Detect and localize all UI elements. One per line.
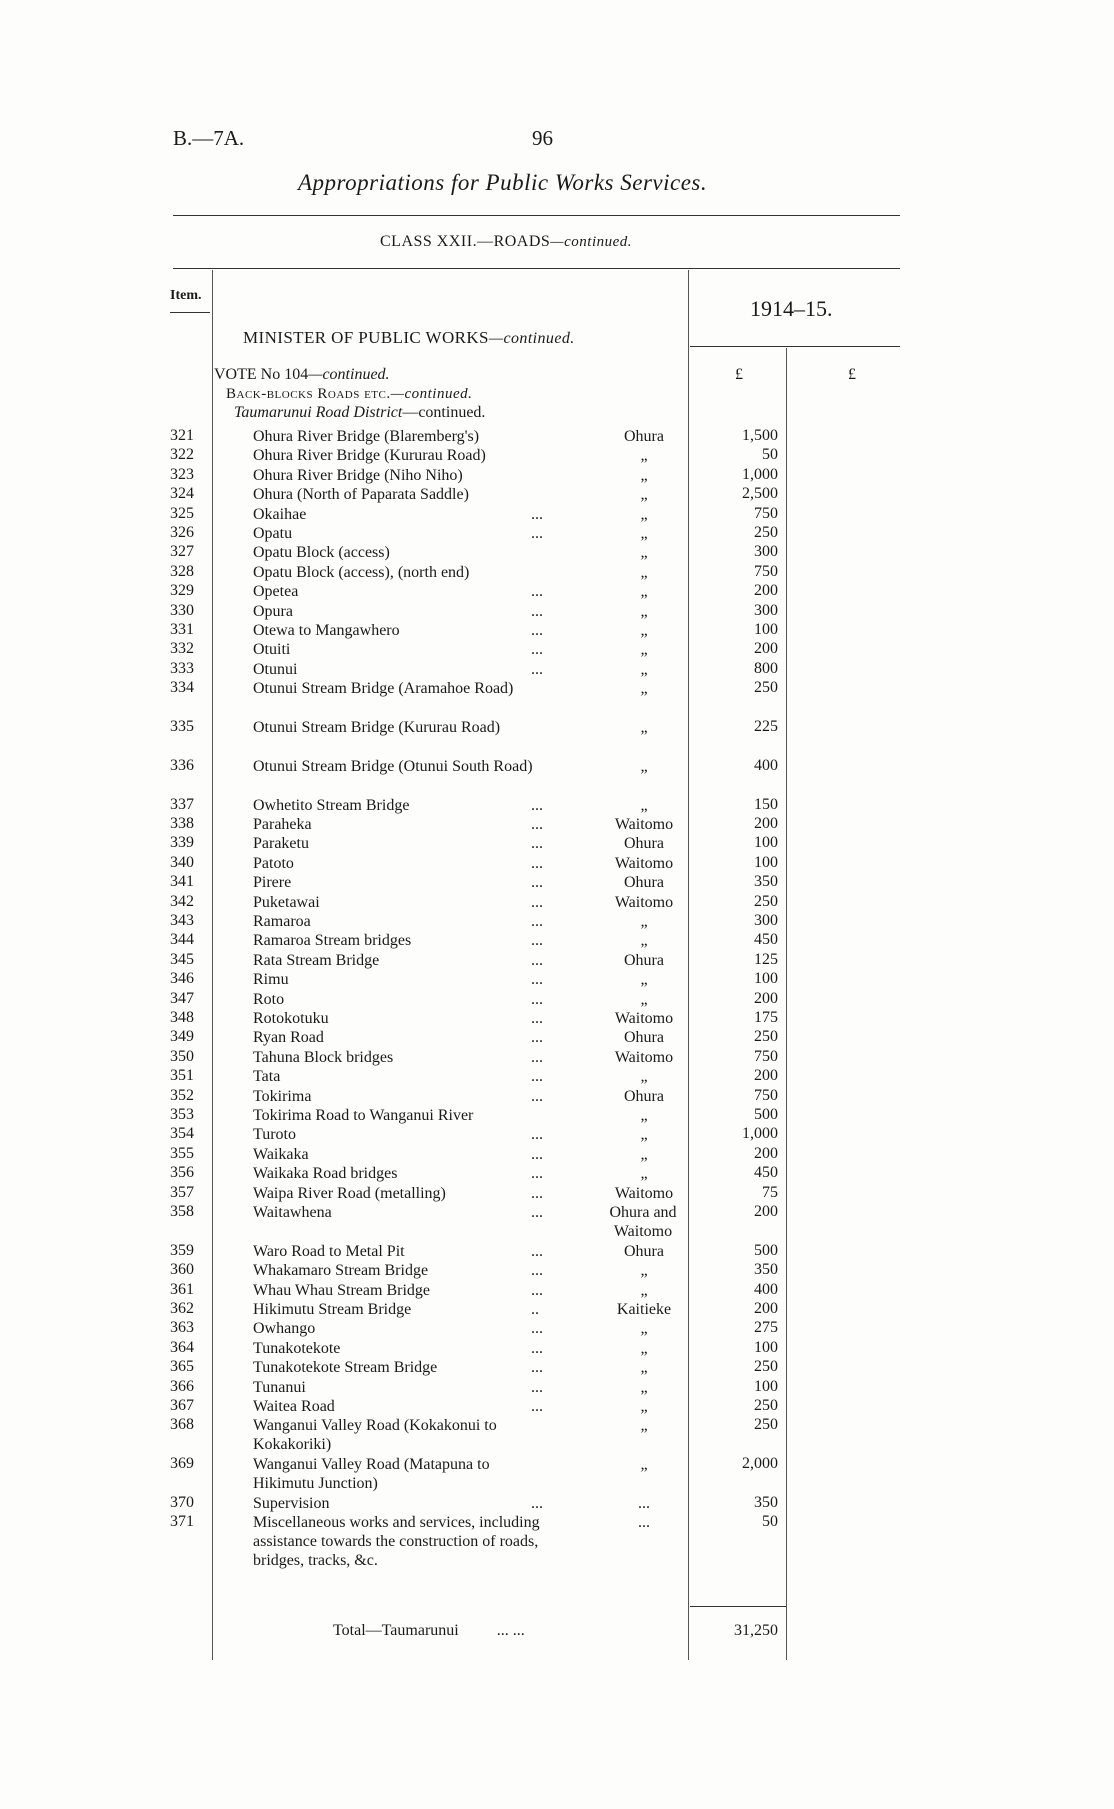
row-leader-dots: ... <box>531 1029 543 1047</box>
row-district: „ <box>640 466 648 484</box>
row-district: „ <box>640 641 648 659</box>
row-item-number: 331 <box>170 621 194 638</box>
item-header-rule <box>170 312 210 313</box>
row-district: „ <box>640 932 648 950</box>
row-amount: 500 <box>754 1241 778 1259</box>
row-leader-dots: ... <box>531 1320 543 1338</box>
row-item-number: 368 <box>170 1416 194 1434</box>
row-amount: 250 <box>754 1397 778 1414</box>
row-name: Waro Road to Metal Pit ... <box>253 1242 543 1260</box>
row-amount: 50 <box>762 1513 778 1531</box>
row-amount: 250 <box>754 1028 778 1046</box>
row-district: Ohura <box>624 1087 664 1105</box>
row-name: Owhango ... <box>253 1320 543 1338</box>
row-name: Tunanui ... <box>253 1378 543 1396</box>
row-district: „ <box>640 971 648 989</box>
row-amount: 125 <box>754 950 778 968</box>
row-item-number: 332 <box>170 640 194 658</box>
row-name: Otunui Stream Bridge (Kururau Road) <box>253 719 501 736</box>
row-name: Ohura River Bridge (Kururau Road) <box>253 447 486 465</box>
row-amount: 450 <box>754 931 778 949</box>
row-district: „ <box>640 1417 648 1435</box>
row-name: Otuiti ... <box>253 641 543 659</box>
row-name: Otunui Stream Bridge (Aramahoe Road) <box>253 680 514 698</box>
row-district: „ <box>640 622 648 639</box>
item-column-divider <box>212 270 213 1660</box>
row-item-number: 371 <box>170 1513 194 1531</box>
row-leader-dots: ... <box>531 951 543 969</box>
row-item-number: 323 <box>170 465 194 483</box>
row-item-number: 355 <box>170 1144 194 1162</box>
row-leader-dots: ... <box>531 525 543 542</box>
row-name: Tokirima Road to Wanganui River <box>253 1107 474 1124</box>
row-name: Ohura (North of Paparata Saddle) <box>253 486 469 504</box>
row-item-number: 367 <box>170 1397 194 1414</box>
row-item-number: 361 <box>170 1280 194 1298</box>
row-name: Ohura River Bridge (Niho Niho) <box>253 466 463 484</box>
row-amount: 300 <box>754 543 778 561</box>
row-leader-dots: ... <box>531 913 543 930</box>
row-leader-dots: ... <box>531 641 543 659</box>
row-name: Paraketu ... <box>253 835 543 853</box>
row-district: „ <box>640 1339 648 1357</box>
row-leader-dots: ... <box>531 1495 543 1512</box>
row-name: Tokirima ... <box>253 1087 543 1105</box>
backblocks-heading-main: Back-blocks Roads etc. <box>226 386 391 402</box>
amount-column-divider <box>786 348 787 1660</box>
row-item-number: 340 <box>170 853 194 871</box>
row-amount: 2,500 <box>742 485 778 503</box>
row-name: Rotokotuku ... <box>253 1010 543 1027</box>
row-name: Tunakotekote Stream Bridge ... <box>253 1359 543 1377</box>
row-amount: 350 <box>754 1494 778 1511</box>
row-amount: 200 <box>754 640 778 658</box>
row-amount: 100 <box>754 853 778 871</box>
row-item-number: 365 <box>170 1358 194 1376</box>
row-item-number: 362 <box>170 1300 194 1317</box>
row-item-number: 354 <box>170 1125 194 1143</box>
row-item-number: 338 <box>170 815 194 832</box>
row-name: Waipa River Road (metalling) ... <box>253 1184 543 1202</box>
row-amount: 750 <box>754 1086 778 1104</box>
minister-heading-main: MINISTER OF PUBLIC WORKS <box>243 328 489 347</box>
row-leader-dots: ... <box>531 874 543 892</box>
row-amount: 750 <box>754 1047 778 1065</box>
row-amount: 200 <box>754 582 778 600</box>
row-name: Otunui Stream Bridge (Otunui South Road) <box>253 757 533 775</box>
row-amount: 400 <box>754 756 778 774</box>
row-amount: 750 <box>754 504 778 522</box>
row-item-number: 341 <box>170 873 194 891</box>
row-item-number: 330 <box>170 601 194 619</box>
row-item-number: 369 <box>170 1455 194 1473</box>
row-item-number: 342 <box>170 892 194 910</box>
row-leader-dots: ... <box>531 505 543 523</box>
row-item-number: 348 <box>170 1009 194 1026</box>
row-item-number: 345 <box>170 950 194 968</box>
class-heading-main: CLASS XXII.—ROADS <box>380 233 551 250</box>
row-name: Roto ... <box>253 990 543 1008</box>
row-leader-dots: ... <box>531 583 543 601</box>
row-amount: 100 <box>754 1377 778 1395</box>
row-amount: 100 <box>754 621 778 638</box>
row-leader-dots: ... <box>531 1262 543 1280</box>
row-leader-dots: ... <box>531 796 543 814</box>
row-name: Opatu Block (access) <box>253 544 390 562</box>
row-name: Wanganui Valley Road (Matapuna to Hikimutu Junction) <box>253 1456 490 1493</box>
row-district: „ <box>640 1145 648 1163</box>
class-heading <box>380 233 632 251</box>
row-leader-dots: ... <box>531 835 543 853</box>
row-district: „ <box>640 1320 648 1338</box>
row-amount: 300 <box>754 912 778 929</box>
row-name: Waikaka Road bridges ... <box>253 1165 543 1183</box>
row-name: Opetea ... <box>253 583 543 601</box>
row-item-number: 349 <box>170 1028 194 1046</box>
row-leader-dots: ... <box>531 1242 543 1260</box>
row-district: „ <box>640 1165 648 1183</box>
row-amount: 200 <box>754 1300 778 1317</box>
row-name: Ramaroa ... <box>253 913 543 930</box>
row-item-number: 359 <box>170 1241 194 1259</box>
row-district: „ <box>640 913 648 930</box>
row-leader-dots: ... <box>531 893 543 911</box>
row-leader-dots: ... <box>531 1378 543 1396</box>
row-district: „ <box>640 1378 648 1396</box>
row-item-number: 364 <box>170 1338 194 1356</box>
row-item-number: 337 <box>170 795 194 813</box>
row-amount: 350 <box>754 873 778 891</box>
row-leader-dots: ... <box>531 1359 543 1377</box>
row-item-number: 324 <box>170 485 194 503</box>
row-name: Ramaroa Stream bridges ... <box>253 932 543 950</box>
row-name: Otewa to Mangawhero ... <box>253 622 543 639</box>
row-item-number: 351 <box>170 1067 194 1085</box>
row-amount: 200 <box>754 1067 778 1085</box>
row-amount: 250 <box>754 892 778 910</box>
row-district: „ <box>640 1281 648 1299</box>
row-item-number: 343 <box>170 912 194 929</box>
row-item-number: 335 <box>170 718 194 735</box>
row-district: „ <box>640 1359 648 1377</box>
row-amount: 200 <box>754 815 778 832</box>
row-name: Whau Whau Stream Bridge ... <box>253 1281 543 1299</box>
row-district: Ohura <box>624 951 664 969</box>
row-amount: 225 <box>754 718 778 735</box>
row-amount: 1,000 <box>742 465 778 483</box>
row-item-number: 325 <box>170 504 194 522</box>
total-label <box>333 1622 525 1640</box>
total-rule <box>690 1606 786 1607</box>
row-amount: 350 <box>754 1261 778 1279</box>
pound-symbol-b: £ <box>848 366 856 383</box>
page-title: Appropriations for Public Works Services. <box>298 170 708 195</box>
row-item-number: 321 <box>170 427 194 444</box>
row-item-number: 326 <box>170 524 194 541</box>
row-leader-dots: ... <box>531 990 543 1008</box>
row-district: „ <box>640 796 648 814</box>
row-district: Waitomo <box>614 893 674 911</box>
class-heading-cont: —continued. <box>550 234 633 250</box>
row-item-number: 360 <box>170 1261 194 1279</box>
row-district: „ <box>640 505 648 523</box>
row-district: „ <box>640 1456 648 1474</box>
row-item-number: 344 <box>170 931 194 949</box>
row-amount: 100 <box>754 1338 778 1356</box>
row-district: „ <box>640 1262 648 1280</box>
row-district: „ <box>640 990 648 1008</box>
row-district: „ <box>640 563 648 581</box>
row-amount: 250 <box>754 1416 778 1434</box>
row-leader-dots: ... <box>531 1087 543 1105</box>
row-amount: 250 <box>754 679 778 697</box>
row-item-number: 352 <box>170 1086 194 1104</box>
row-amount: 200 <box>754 1203 778 1220</box>
row-district: ... <box>638 1514 650 1532</box>
title-rule <box>173 215 900 216</box>
total-label-text: Total—Taumarunui <box>333 1622 459 1639</box>
row-leader-dots: ... <box>531 1145 543 1163</box>
row-district: „ <box>640 660 648 678</box>
row-item-number: 363 <box>170 1319 194 1337</box>
total-amount: 31,250 <box>734 1622 778 1639</box>
row-amount: 800 <box>754 659 778 677</box>
row-district: „ <box>640 486 648 504</box>
row-leader-dots: ... <box>531 1184 543 1202</box>
row-leader-dots: ... <box>531 660 543 678</box>
row-leader-dots: ... <box>531 816 543 833</box>
row-district: „ <box>640 602 648 620</box>
district-heading <box>234 404 485 422</box>
total-dots: ... ... <box>496 1622 525 1639</box>
row-leader-dots: ... <box>531 622 543 639</box>
district-heading-main: Taumarunui Road District <box>234 404 403 421</box>
row-amount: 1,000 <box>742 1125 778 1143</box>
row-district: Waitomo <box>614 1184 674 1202</box>
year-header-rule <box>690 346 900 347</box>
row-district: Ohura and Waitomo <box>609 1204 677 1240</box>
row-name: Opatu ... <box>253 525 543 542</box>
row-district: Waitomo <box>614 854 674 872</box>
row-district: „ <box>640 1126 648 1144</box>
row-name: Supervision ... <box>253 1495 543 1512</box>
vote-heading-cont: —continued. <box>308 366 390 383</box>
row-amount: 75 <box>762 1183 778 1201</box>
row-amount: 300 <box>754 601 778 619</box>
backblocks-heading-cont: —continued. <box>390 386 473 402</box>
row-name: Paraheka ... <box>253 816 543 833</box>
row-district: Waitomo <box>614 816 674 833</box>
row-item-number: 356 <box>170 1164 194 1182</box>
row-item-number: 329 <box>170 582 194 600</box>
table-top-rule <box>173 268 900 269</box>
row-name: Tahuna Block bridges ... <box>253 1048 543 1066</box>
row-amount: 400 <box>754 1280 778 1298</box>
row-district: Ohura <box>624 874 664 892</box>
row-name: Rimu ... <box>253 971 543 989</box>
item-column-header: Item. <box>170 288 202 303</box>
row-district: „ <box>640 757 648 775</box>
row-leader-dots: ... <box>531 1339 543 1357</box>
row-name: Owhetito Stream Bridge ... <box>253 796 543 814</box>
backblocks-heading <box>226 386 472 403</box>
row-item-number: 353 <box>170 1106 194 1123</box>
row-item-number: 358 <box>170 1203 194 1220</box>
row-name: Waitawhena ... <box>253 1204 543 1221</box>
row-name: Turoto ... <box>253 1126 543 1144</box>
row-amount: 50 <box>762 446 778 464</box>
row-item-number: 322 <box>170 446 194 464</box>
page-reference: B.—7A. <box>173 126 245 150</box>
row-item-number: 370 <box>170 1494 194 1511</box>
row-amount: 100 <box>754 970 778 988</box>
pound-symbol-a: £ <box>735 366 743 383</box>
page-number: 96 <box>532 126 553 150</box>
row-leader-dots: ... <box>531 1165 543 1183</box>
row-district: „ <box>640 583 648 601</box>
row-leader-dots: ... <box>531 1010 543 1027</box>
row-amount: 200 <box>754 1144 778 1162</box>
row-district: „ <box>640 447 648 465</box>
row-name: Ohura River Bridge (Blaremberg's) <box>253 428 480 445</box>
row-item-number: 339 <box>170 834 194 852</box>
row-name: Otunui ... <box>253 660 543 678</box>
row-district: „ <box>640 525 648 542</box>
row-amount: 150 <box>754 795 778 813</box>
row-name: Puketawai ... <box>253 893 543 911</box>
row-leader-dots: ... <box>531 1068 543 1086</box>
row-name: Opura ... <box>253 602 543 620</box>
row-name: Hikimutu Stream Bridge .. <box>253 1301 539 1318</box>
row-item-number: 334 <box>170 679 194 697</box>
row-amount: 200 <box>754 989 778 1007</box>
row-amount: 175 <box>754 1009 778 1026</box>
row-district: „ <box>640 544 648 562</box>
row-item-number: 357 <box>170 1183 194 1201</box>
row-item-number: 328 <box>170 562 194 580</box>
row-item-number: 327 <box>170 543 194 561</box>
row-district: „ <box>640 719 648 736</box>
row-amount: 500 <box>754 1106 778 1123</box>
row-name: Tunakotekote ... <box>253 1339 543 1357</box>
row-leader-dots: ... <box>531 971 543 989</box>
row-amount: 100 <box>754 834 778 852</box>
row-item-number: 346 <box>170 970 194 988</box>
row-leader-dots: ... <box>531 1048 543 1066</box>
row-name: Okaihae ... <box>253 505 543 523</box>
row-amount: 250 <box>754 524 778 541</box>
row-amount: 1,500 <box>742 427 778 444</box>
row-amount: 250 <box>754 1358 778 1376</box>
row-name: Whakamaro Stream Bridge ... <box>253 1262 543 1280</box>
row-amount: 275 <box>754 1319 778 1337</box>
row-leader-dots: ... <box>531 1204 543 1221</box>
row-leader-dots: ... <box>531 854 543 872</box>
row-district: „ <box>640 680 648 698</box>
row-leader-dots: ... <box>531 1398 543 1415</box>
row-amount: 2,000 <box>742 1455 778 1473</box>
row-leader-dots: ... <box>531 1126 543 1144</box>
row-leader-dots: ... <box>531 602 543 620</box>
row-item-number: 336 <box>170 756 194 774</box>
row-district: Ohura <box>624 428 664 445</box>
row-item-number: 333 <box>170 659 194 677</box>
row-leader-dots: ... <box>531 1281 543 1299</box>
row-district: „ <box>640 1068 648 1086</box>
row-amount: 750 <box>754 562 778 580</box>
row-district: ... <box>638 1495 650 1512</box>
row-district: Kaitieke <box>616 1301 672 1318</box>
row-district: Ohura <box>624 1029 664 1047</box>
row-leader-dots: ... <box>531 932 543 950</box>
row-item-number: 350 <box>170 1047 194 1065</box>
row-leader-dots: .. <box>531 1301 539 1318</box>
row-name: Ryan Road ... <box>253 1029 543 1047</box>
row-district: „ <box>640 1398 648 1415</box>
minister-heading-cont: —continued. <box>488 330 575 347</box>
vote-heading <box>214 366 390 384</box>
row-name: Tata ... <box>253 1068 543 1086</box>
row-name: Waitea Road ... <box>253 1398 543 1415</box>
district-heading-cont: —continued. <box>402 404 486 421</box>
row-item-number: 366 <box>170 1377 194 1395</box>
row-name: Patoto ... <box>253 854 543 872</box>
row-district: Ohura <box>624 835 664 853</box>
row-name: Opatu Block (access), (north end) <box>253 563 470 581</box>
vote-heading-main: VOTE No 104 <box>214 366 309 383</box>
row-name: Wanganui Valley Road (Kokakonui to Kokakoriki) <box>253 1417 497 1454</box>
row-name: Waikaka ... <box>253 1145 543 1163</box>
row-name: Miscellaneous works and services, including assistance towards the construction of roads, bridges, tracks, &c. <box>253 1514 540 1570</box>
minister-heading <box>243 328 575 348</box>
row-amount: 450 <box>754 1164 778 1182</box>
row-district: Ohura <box>624 1242 664 1260</box>
row-name: Pirere ... <box>253 874 543 892</box>
row-item-number: 347 <box>170 989 194 1007</box>
row-district: Waitomo <box>614 1048 674 1066</box>
row-district: „ <box>640 1107 648 1124</box>
row-district: Waitomo <box>614 1010 674 1027</box>
year-column-header: 1914–15. <box>750 296 833 321</box>
row-name: Rata Stream Bridge ... <box>253 951 543 969</box>
